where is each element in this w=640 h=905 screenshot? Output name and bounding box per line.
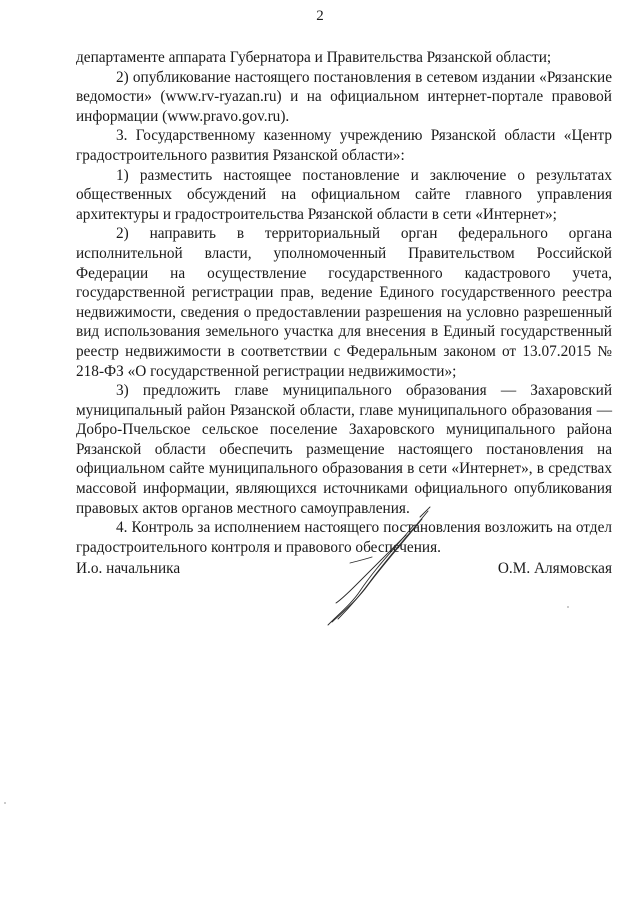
signer-name: О.М. Алямовская [497, 560, 612, 577]
scan-speck [567, 606, 569, 608]
signer-title: И.о. начальника [76, 560, 181, 577]
paragraph-item-1-post: 1) разместить настоящее постановление и заключение о результатах общественных обсуждений на официальном сайте главного управления архитектуры и градостроительства Рязанской области в сети «Интернет»; [76, 166, 612, 223]
document-body [76, 48, 612, 557]
paragraph-section-3: 3. Государственному казенному учреждению Рязанской области «Центр градостроительного развития Рязанской области»: [76, 127, 612, 164]
signature-block [76, 560, 612, 584]
page-number: 2 [316, 8, 324, 24]
paragraph-item-3-propose: 3) предложить главе муниципального образования — Захаровский муниципальный район Рязанской области, главе муниципального образования — Добро-Пчельское сельское поселение Захаровского муниципального района Рязанской области обеспечить размещение настоящего постановления на официальном сайте муниципального образования в сети «Интернет», в средствах массовой информации, являющихся источниками официального опубликования правовых актов органов местного самоуправления. [76, 382, 612, 517]
paragraph-item-2-send: 2) направить в территориальный орган федерального органа исполнительной власти, уполномоченный Правительством Российской Федерации на осуществление государственного кадастрового учета, государственной регистрации прав, ведение Единого государственного реестра недвижимости, сведения о предоставлении разрешения на условно разрешенный вид использования земельного участка для внесения в Единый государственный реестр недвижимости в соответствии с Федеральным законом от 13.07.2015 № 218-ФЗ «О государственной регистрации недвижимости»; [76, 225, 612, 380]
paragraph-section-4: 4. Контроль за исполнением настоящего постановления возложить на отдел градостроительного контроля и правового обеспечения. [76, 519, 612, 556]
scan-speck [4, 802, 6, 804]
paragraph-continuation: департаменте аппарата Губернатора и Правительства Рязанской области; [76, 49, 552, 66]
paragraph-item-2-publication: 2) опубликование настоящего постановления в сетевом издании «Рязанские ведомости» (www.rv-ryazan.ru) и на официальном интернет-портале правовой информации (www.pravo.gov.ru). [76, 68, 612, 125]
